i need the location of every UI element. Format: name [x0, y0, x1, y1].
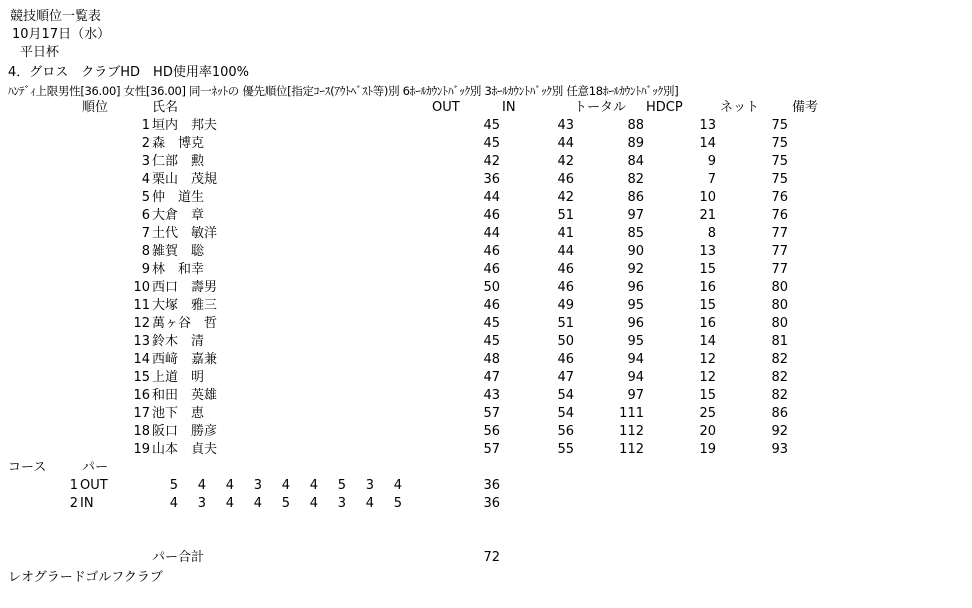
net-score-cell: 77 — [771, 226, 788, 241]
hole-par: 4 — [281, 478, 290, 493]
col-hdcp-header: HDCP — [646, 100, 683, 115]
total-score-cell: 85 — [627, 226, 644, 241]
rank-cell: 15 — [133, 370, 150, 385]
hole-par: 4 — [393, 478, 402, 493]
net-score-cell: 75 — [771, 136, 788, 151]
out-score-cell: 43 — [483, 388, 500, 403]
total-score-cell: 95 — [627, 334, 644, 349]
table-row — [0, 423, 972, 441]
hdcp-cell: 8 — [707, 226, 716, 241]
in-score-cell: 56 — [557, 424, 574, 439]
results-header-row — [0, 99, 972, 117]
total-score-cell: 96 — [627, 280, 644, 295]
table-row — [0, 351, 972, 369]
in-score-cell: 54 — [557, 406, 574, 421]
net-score-cell: 75 — [771, 172, 788, 187]
competition-format: 4．グロス クラブHD HD使用率100% — [8, 65, 250, 80]
club-name: レオグラードゴルフクラブ — [8, 570, 163, 585]
hole-par: 5 — [337, 478, 346, 493]
out-score-cell: 46 — [483, 244, 500, 259]
name-cell: 仁部 勲 — [152, 154, 205, 169]
total-score-cell: 112 — [619, 442, 644, 457]
net-score-cell: 81 — [771, 334, 788, 349]
name-cell: 西﨑 嘉兼 — [152, 352, 218, 367]
net-score-cell: 80 — [771, 280, 788, 295]
out-score-cell: 45 — [483, 136, 500, 151]
table-row — [0, 117, 972, 135]
total-score-cell: 95 — [627, 298, 644, 313]
out-score-cell: 57 — [483, 442, 500, 457]
net-score-cell: 86 — [771, 406, 788, 421]
name-cell: 林 和幸 — [152, 262, 205, 277]
in-score-cell: 42 — [557, 190, 574, 205]
name-cell: 大塚 雅三 — [152, 298, 218, 313]
out-score-cell: 36 — [483, 172, 500, 187]
rank-cell: 4 — [141, 172, 150, 187]
net-score-cell: 76 — [771, 190, 788, 205]
net-score-cell: 93 — [771, 442, 788, 457]
total-score-cell: 89 — [627, 136, 644, 151]
table-row — [0, 279, 972, 297]
hole-par: 5 — [169, 478, 178, 493]
course-name: IN — [80, 496, 94, 511]
hole-par: 4 — [365, 496, 374, 511]
rank-cell: 5 — [141, 190, 150, 205]
hole-par: 4 — [169, 496, 178, 511]
course-name: OUT — [80, 478, 108, 493]
total-score-cell: 97 — [627, 208, 644, 223]
course-number: 1 — [69, 478, 78, 493]
hdcp-cell: 14 — [699, 334, 716, 349]
hole-par: 3 — [365, 478, 374, 493]
in-score-cell: 42 — [557, 154, 574, 169]
in-score-cell: 49 — [557, 298, 574, 313]
rank-cell: 18 — [133, 424, 150, 439]
rank-cell: 9 — [141, 262, 150, 277]
total-score-cell: 90 — [627, 244, 644, 259]
net-score-cell: 80 — [771, 316, 788, 331]
table-row — [0, 261, 972, 279]
in-score-cell: 43 — [557, 118, 574, 133]
hole-par: 5 — [393, 496, 402, 511]
course-par-total: 36 — [483, 496, 500, 511]
rank-cell: 1 — [141, 118, 150, 133]
net-score-cell: 80 — [771, 298, 788, 313]
rank-cell: 11 — [133, 298, 150, 313]
hdcp-cell: 7 — [707, 172, 716, 187]
in-score-cell: 51 — [557, 316, 574, 331]
name-cell: 土代 敏洋 — [152, 226, 218, 241]
hdcp-cell: 12 — [699, 352, 716, 367]
rank-cell: 14 — [133, 352, 150, 367]
col-remarks-header: 備考 — [792, 100, 819, 115]
rank-cell: 16 — [133, 388, 150, 403]
hdcp-cell: 13 — [699, 244, 716, 259]
table-row — [0, 225, 972, 243]
hole-par: 4 — [197, 478, 206, 493]
col-out-header: OUT — [432, 100, 460, 115]
out-score-cell: 45 — [483, 118, 500, 133]
total-score-cell: 97 — [627, 388, 644, 403]
col-name-header: 氏名 — [152, 100, 179, 115]
hole-par: 3 — [337, 496, 346, 511]
net-score-cell: 82 — [771, 352, 788, 367]
hdcp-cell: 15 — [699, 388, 716, 403]
page-title: 競技順位一覧表 — [10, 9, 102, 24]
net-score-cell: 76 — [771, 208, 788, 223]
out-score-cell: 42 — [483, 154, 500, 169]
hole-par: 3 — [197, 496, 206, 511]
course-row — [0, 477, 972, 495]
hole-par: 4 — [225, 496, 234, 511]
event-date: 10月17日（水） — [12, 27, 111, 42]
total-score-cell: 82 — [627, 172, 644, 187]
table-row — [0, 333, 972, 351]
name-cell: 山本 貞夫 — [152, 442, 218, 457]
hdcp-cell: 15 — [699, 298, 716, 313]
total-score-cell: 112 — [619, 424, 644, 439]
total-score-cell: 84 — [627, 154, 644, 169]
net-score-cell: 75 — [771, 118, 788, 133]
table-row — [0, 405, 972, 423]
in-score-cell: 44 — [557, 136, 574, 151]
name-cell: 和田 英雄 — [152, 388, 218, 403]
event-name: 平日杯 — [20, 45, 60, 60]
in-score-cell: 46 — [557, 172, 574, 187]
name-cell: 仲 道生 — [152, 190, 205, 205]
in-score-cell: 44 — [557, 244, 574, 259]
name-cell: 上道 明 — [152, 370, 205, 385]
name-cell: 鈴木 清 — [152, 334, 205, 349]
net-score-cell: 92 — [771, 424, 788, 439]
in-score-cell: 54 — [557, 388, 574, 403]
rank-cell: 13 — [133, 334, 150, 349]
rank-cell: 17 — [133, 406, 150, 421]
net-score-cell: 77 — [771, 244, 788, 259]
handicap-rules: ﾊﾝﾃﾞｨ上限男性[36.00] 女性[36.00] 同一ﾈｯﾄの 優先順位[指定ｺｰｽ(ｱｳﾄﾍﾞｽﾄ等)別 6ﾎｰﾙｶｳﾝﾄﾊﾞｯｸ別 3ﾎｰﾙｶｳﾝﾄﾊﾞｯｸ別 任意18ﾎｰﾙｶｳﾝﾄﾊﾞｯｸ別] — [8, 84, 679, 98]
name-cell: 阪口 勝彦 — [152, 424, 218, 439]
name-cell: 池下 恵 — [152, 406, 205, 421]
name-cell: 栗山 茂規 — [152, 172, 218, 187]
hdcp-cell: 10 — [699, 190, 716, 205]
table-row — [0, 135, 972, 153]
hdcp-cell: 15 — [699, 262, 716, 277]
hdcp-cell: 12 — [699, 370, 716, 385]
rank-cell: 19 — [133, 442, 150, 457]
out-score-cell: 44 — [483, 226, 500, 241]
total-score-cell: 94 — [627, 352, 644, 367]
rank-cell: 12 — [133, 316, 150, 331]
par-label: パー — [82, 460, 109, 475]
net-score-cell: 82 — [771, 388, 788, 403]
out-score-cell: 45 — [483, 334, 500, 349]
net-score-cell: 82 — [771, 370, 788, 385]
total-score-cell: 94 — [627, 370, 644, 385]
in-score-cell: 41 — [557, 226, 574, 241]
name-cell: 雑賀 聡 — [152, 244, 205, 259]
name-cell: 大倉 章 — [152, 208, 205, 223]
in-score-cell: 46 — [557, 262, 574, 277]
table-row — [0, 387, 972, 405]
table-row — [0, 153, 972, 171]
name-cell: 垣内 邦夫 — [152, 118, 218, 133]
out-score-cell: 57 — [483, 406, 500, 421]
hole-par: 4 — [309, 478, 318, 493]
out-score-cell: 48 — [483, 352, 500, 367]
out-score-cell: 56 — [483, 424, 500, 439]
col-rank-header: 順位 — [82, 100, 109, 115]
net-score-cell: 75 — [771, 154, 788, 169]
net-score-cell: 77 — [771, 262, 788, 277]
par-total-value: 72 — [483, 550, 500, 565]
in-score-cell: 46 — [557, 352, 574, 367]
hole-par: 4 — [225, 478, 234, 493]
hdcp-cell: 16 — [699, 316, 716, 331]
course-label: コース — [8, 460, 47, 475]
table-row — [0, 189, 972, 207]
col-in-header: IN — [502, 100, 516, 115]
hdcp-cell: 20 — [699, 424, 716, 439]
hdcp-cell: 25 — [699, 406, 716, 421]
hdcp-cell: 13 — [699, 118, 716, 133]
name-cell: 森 博克 — [152, 136, 205, 151]
hole-par: 4 — [309, 496, 318, 511]
in-score-cell: 46 — [557, 280, 574, 295]
table-row — [0, 441, 972, 459]
rank-cell: 7 — [141, 226, 150, 241]
out-score-cell: 46 — [483, 208, 500, 223]
rank-cell: 2 — [141, 136, 150, 151]
out-score-cell: 50 — [483, 280, 500, 295]
hole-par: 4 — [253, 496, 262, 511]
rank-cell: 3 — [141, 154, 150, 169]
course-number: 2 — [69, 496, 78, 511]
total-score-cell: 96 — [627, 316, 644, 331]
total-score-cell: 111 — [619, 406, 644, 421]
table-row — [0, 243, 972, 261]
in-score-cell: 55 — [557, 442, 574, 457]
table-row — [0, 171, 972, 189]
rank-cell: 10 — [133, 280, 150, 295]
course-par-total: 36 — [483, 478, 500, 493]
out-score-cell: 46 — [483, 298, 500, 313]
rank-cell: 8 — [141, 244, 150, 259]
in-score-cell: 47 — [557, 370, 574, 385]
out-score-cell: 47 — [483, 370, 500, 385]
table-row — [0, 315, 972, 333]
name-cell: 西口 壽男 — [152, 280, 218, 295]
par-total-label: パー合計 — [152, 550, 205, 565]
hole-par: 5 — [281, 496, 290, 511]
name-cell: 萬ヶ谷 哲 — [152, 316, 218, 331]
total-score-cell: 92 — [627, 262, 644, 277]
in-score-cell: 51 — [557, 208, 574, 223]
total-score-cell: 88 — [627, 118, 644, 133]
out-score-cell: 46 — [483, 262, 500, 277]
col-total-header: トータル — [574, 100, 627, 115]
hdcp-cell: 19 — [699, 442, 716, 457]
rank-cell: 6 — [141, 208, 150, 223]
hdcp-cell: 16 — [699, 280, 716, 295]
table-row — [0, 207, 972, 225]
table-row — [0, 297, 972, 315]
hdcp-cell: 14 — [699, 136, 716, 151]
total-score-cell: 86 — [627, 190, 644, 205]
hole-par: 3 — [253, 478, 262, 493]
out-score-cell: 44 — [483, 190, 500, 205]
col-net-header: ネット — [720, 100, 760, 115]
out-score-cell: 45 — [483, 316, 500, 331]
in-score-cell: 50 — [557, 334, 574, 349]
course-row — [0, 495, 972, 513]
table-row — [0, 369, 972, 387]
hdcp-cell: 9 — [707, 154, 716, 169]
hdcp-cell: 21 — [699, 208, 716, 223]
